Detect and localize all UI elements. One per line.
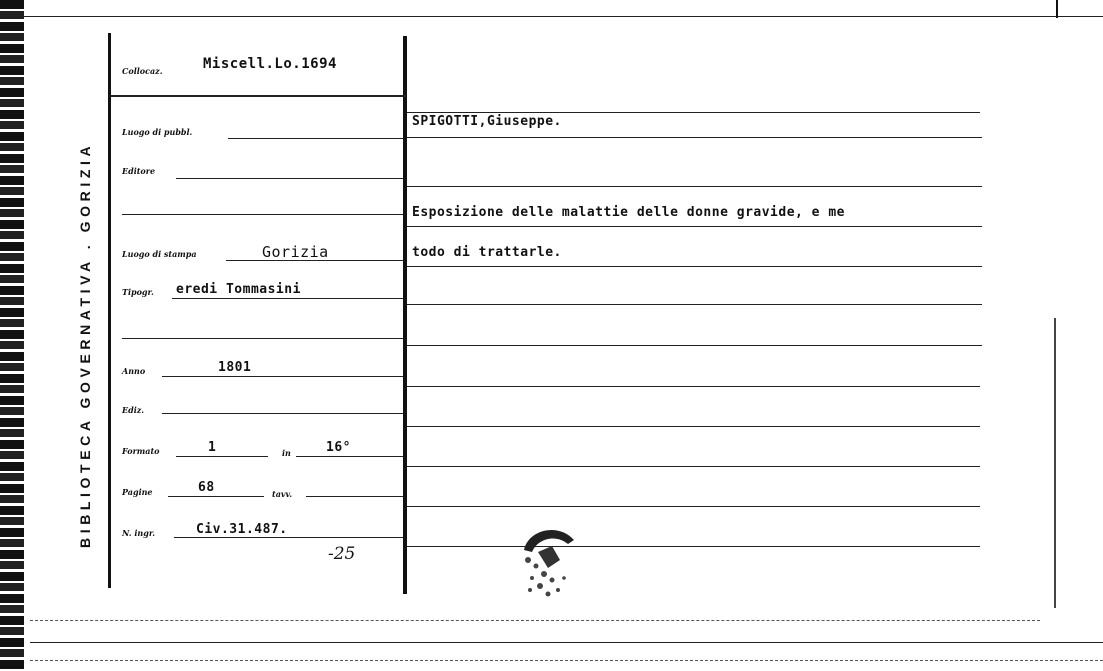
right-margin-mark (1054, 318, 1056, 608)
value-formato-num: 1 (208, 440, 217, 455)
value-tipografo: eredi Tommasini (176, 282, 301, 297)
left-column-border (108, 33, 111, 588)
label-luogo-pubbl: Luogo di pubbl. (122, 127, 193, 137)
right-rule-8 (407, 386, 980, 387)
scanned-left-edge (0, 0, 24, 671)
rule-pagine (168, 496, 264, 497)
title-line-1: Esposizione delle malattie delle donne gravide, e me (412, 205, 845, 220)
right-rule-7 (407, 345, 982, 346)
label-collocazione: Collocaz. (122, 66, 163, 76)
rule-anno (162, 376, 403, 377)
rule-formato (176, 456, 268, 457)
value-n-ingr: Civ.31.487. (196, 522, 288, 537)
lower-card-edge (30, 642, 1103, 643)
rule-tipografo (172, 298, 403, 299)
value-collocazione: Miscell.Lo.1694 (203, 56, 337, 72)
rule-blank-2 (122, 338, 403, 339)
right-rule-1 (407, 112, 980, 113)
card-right-edge (1056, 0, 1058, 18)
right-rule-6 (407, 304, 982, 305)
value-anno: 1801 (218, 360, 252, 375)
title-line-2: todo di trattarle. (412, 245, 562, 260)
label-formato: Formato (122, 446, 160, 456)
library-stamp (518, 520, 578, 602)
label-tavole: tavv. (272, 489, 293, 499)
label-editore: Editore (122, 166, 156, 176)
institution-name: BIBLIOTECA GOVERNATIVA . GORIZIA (77, 141, 93, 548)
right-rule-11 (407, 506, 980, 507)
rule-luogo-pubbl (228, 138, 403, 139)
rule-editore (176, 178, 403, 179)
label-n-ingr: N. ingr. (122, 528, 156, 538)
label-edizione: Ediz. (122, 405, 145, 415)
right-rule-9 (407, 426, 980, 427)
header-separator (110, 95, 406, 97)
rule-formato-size (296, 456, 403, 457)
right-rule-10 (407, 466, 980, 467)
value-pagine: 68 (198, 480, 215, 495)
column-divider (403, 36, 407, 594)
label-in: in (282, 448, 291, 458)
lower-card-edge-2 (30, 660, 1103, 661)
card-top-border (22, 16, 1103, 17)
rule-n-ingr (174, 537, 403, 538)
label-anno: Anno (122, 366, 146, 376)
rule-blank-1 (122, 214, 403, 215)
rule-ediz (162, 413, 403, 414)
author: SPIGOTTI,Giuseppe. (412, 114, 562, 129)
right-rule-3 (407, 186, 982, 187)
label-pagine: Pagine (122, 487, 153, 497)
label-tipografo: Tipogr. (122, 287, 154, 297)
handwritten-note: -25 (328, 544, 356, 564)
value-luogo-stampa: Gorizia (262, 243, 329, 261)
right-rule-5 (407, 266, 982, 267)
right-rule-4 (407, 226, 982, 227)
rule-tavole (306, 496, 403, 497)
right-rule-12 (407, 546, 980, 547)
label-luogo-stampa: Luogo di stampa (122, 249, 197, 259)
card-bottom-border (30, 620, 1040, 621)
right-rule-2 (407, 137, 982, 138)
value-formato-size: 16° (326, 440, 351, 455)
